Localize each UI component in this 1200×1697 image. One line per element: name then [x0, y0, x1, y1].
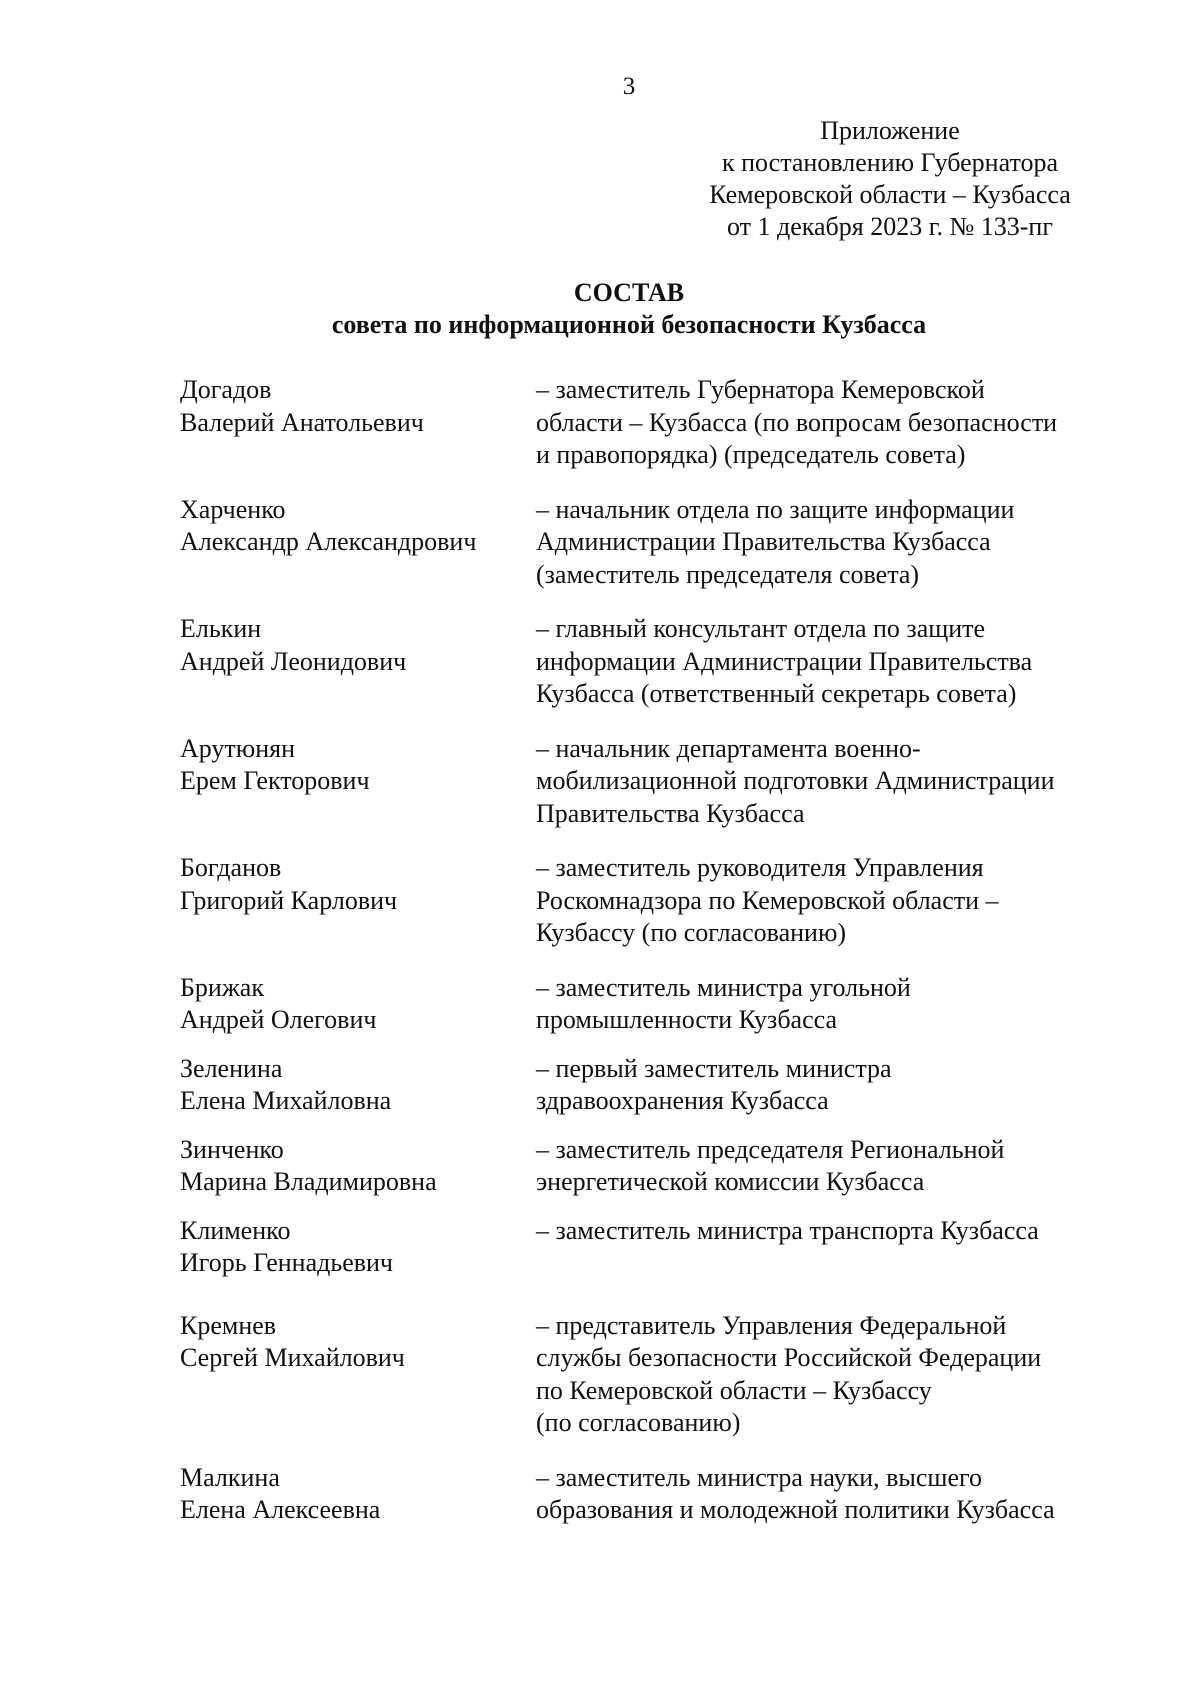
member-role-line: – первый заместитель министра — [536, 1053, 892, 1083]
member-role — [536, 374, 1120, 472]
member-name — [180, 972, 536, 1037]
member-role-line: Правительства Кузбасса — [536, 798, 805, 828]
member-name — [180, 1053, 536, 1118]
document-title: СОСТАВ — [573, 278, 685, 307]
member-given-names: Андрей Леонидович — [180, 646, 407, 676]
member-surname: Кремнев — [180, 1310, 277, 1340]
member-role-line: Администрации Правительства Кузбасса — [536, 527, 991, 556]
member-role-line: области – Кузбасса (по вопросам безопасности — [536, 407, 1058, 437]
member-role — [536, 613, 1120, 711]
member-role — [536, 494, 1120, 592]
appendix-line: от 1 декабря 2023 г. № 133-пг — [726, 212, 1054, 241]
member-surname: Клименко — [180, 1215, 291, 1245]
member-surname: Брижак — [180, 972, 264, 1002]
member-surname: Зинченко — [180, 1134, 284, 1164]
member-role-line: информации Администрации Правительства — [536, 646, 1033, 676]
member-entry — [180, 972, 1120, 1037]
member-role-line: – начальник отдела по защите информации — [536, 494, 1015, 524]
member-given-names: Елена Михайловна — [180, 1086, 392, 1115]
member-role — [536, 1462, 1120, 1527]
member-given-names: Елена Алексеевна — [180, 1495, 381, 1524]
document-title-block — [0, 277, 1200, 341]
appendix-line: Приложение — [820, 116, 960, 145]
member-role — [536, 1053, 1120, 1118]
member-role-line: энергетической комиссии Кузбасса — [536, 1167, 925, 1196]
member-entry — [180, 733, 1120, 831]
member-given-names: Марина Владимировна — [180, 1167, 437, 1196]
member-surname: Догадов — [180, 375, 272, 404]
member-role-line: промышленности Кузбасса — [536, 1005, 838, 1034]
member-role-line: Роскомнадзора по Кемеровской области – — [536, 885, 999, 915]
member-role-line: – заместитель Губернатора Кемеровской — [536, 375, 985, 404]
member-role-line: Кузбассу (по согласованию) — [536, 918, 847, 947]
member-role-line: – представитель Управления Федеральной — [536, 1310, 1007, 1340]
appendix-line: Кемеровской области – Кузбасса — [709, 180, 1071, 209]
member-role-line: образования и молодежной политики Кузбасса — [536, 1495, 1055, 1524]
member-given-names: Валерий Анатольевич — [180, 407, 424, 437]
member-surname: Арутюнян — [180, 733, 296, 763]
member-given-names: Ерем Гекторович — [180, 766, 370, 795]
member-role-line: Кузбасса (ответственный секретарь совета) — [536, 679, 1017, 708]
member-name — [180, 1462, 536, 1527]
member-role-line: – заместитель руководителя Управления — [536, 853, 984, 882]
member-given-names: Александр Александрович — [180, 527, 477, 556]
member-given-names: Игорь Геннадьевич — [180, 1248, 394, 1277]
member-role-line: службы безопасности Российской Федерации — [536, 1343, 1042, 1372]
member-surname: Харченко — [180, 494, 286, 524]
member-entry — [180, 1134, 1120, 1199]
member-role-line: (по согласованию) — [536, 1408, 741, 1437]
member-name — [180, 733, 536, 831]
member-name — [180, 1134, 536, 1199]
members-list — [180, 374, 1120, 1527]
member-role-line: – заместитель председателя Региональной — [536, 1134, 1005, 1164]
member-role-line: и правопорядка) (председатель совета) — [536, 440, 966, 469]
member-role-line: здравоохранения Кузбасса — [536, 1086, 829, 1115]
member-role — [536, 1134, 1120, 1199]
member-role-line: – главный консультант отдела по защите — [536, 614, 986, 643]
member-surname: Елькин — [180, 614, 262, 643]
member-surname: Малкина — [180, 1462, 280, 1492]
document-subtitle: совета по информационной безопасности Кузбасса — [331, 310, 927, 339]
member-role-line: (заместитель председателя совета) — [536, 559, 920, 589]
member-surname: Зеленина — [180, 1053, 283, 1083]
member-role-line: – начальник департамента военно- — [536, 733, 921, 763]
member-given-names: Сергей Михайлович — [180, 1343, 405, 1372]
member-role — [536, 733, 1120, 831]
member-name — [180, 1215, 536, 1280]
member-role — [536, 1215, 1120, 1280]
member-entry — [180, 494, 1120, 592]
member-name — [180, 613, 536, 711]
member-entry — [180, 1053, 1120, 1118]
page-number: 3 — [622, 73, 636, 100]
member-role — [536, 972, 1120, 1037]
member-role — [536, 852, 1120, 950]
member-name — [180, 852, 536, 950]
member-given-names: Григорий Карлович — [180, 885, 398, 915]
member-name — [180, 494, 536, 592]
member-entry — [180, 613, 1120, 711]
member-role-line: мобилизационной подготовки Администрации — [536, 766, 1055, 795]
member-entry — [180, 1215, 1120, 1280]
member-entry — [180, 1462, 1120, 1527]
member-role-line: – заместитель министра науки, высшего — [536, 1462, 982, 1492]
member-role — [536, 1310, 1120, 1440]
member-entry — [180, 374, 1120, 472]
member-surname: Богданов — [180, 853, 282, 882]
member-entry — [180, 1310, 1120, 1440]
member-role-line: – заместитель министра транспорта Кузбасса — [536, 1215, 1039, 1245]
appendix-header — [640, 115, 1140, 243]
member-given-names: Андрей Олегович — [180, 1005, 377, 1034]
member-name — [180, 1310, 536, 1440]
member-entry — [180, 852, 1120, 950]
appendix-line: к постановлению Губернатора — [721, 148, 1059, 177]
member-role-line: – заместитель министра угольной — [536, 972, 911, 1002]
member-name — [180, 374, 536, 472]
member-role-line: по Кемеровской области – Кузбассу — [536, 1375, 932, 1405]
